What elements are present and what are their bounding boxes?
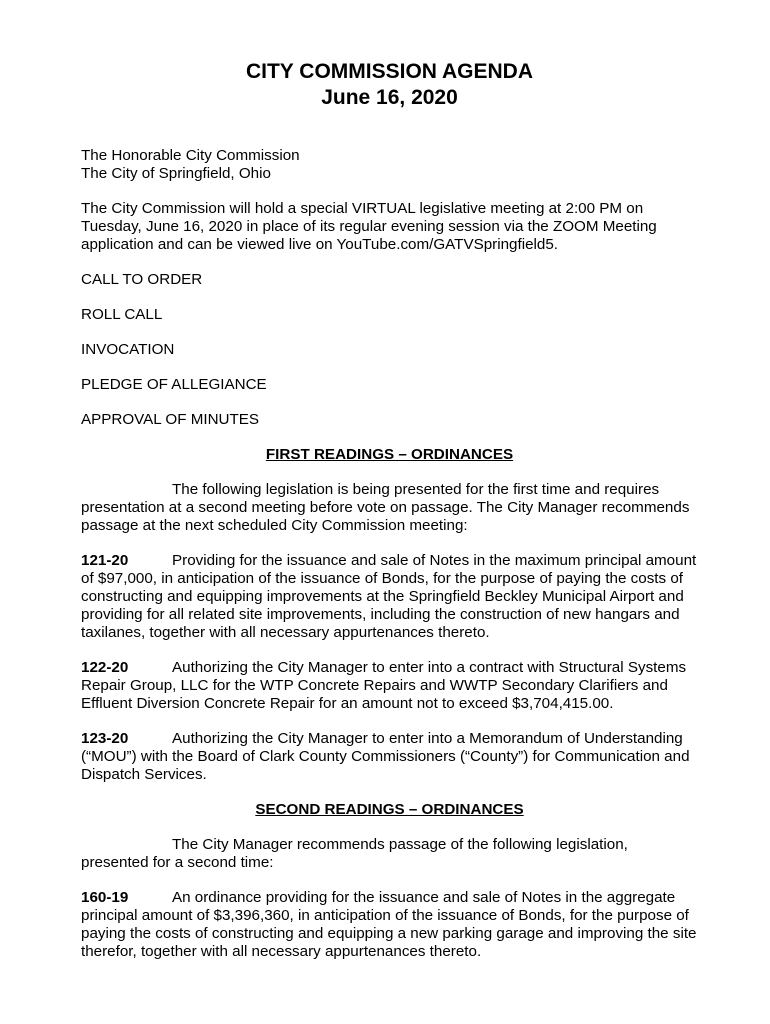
agenda-item-roll-call: ROLL CALL (81, 306, 163, 323)
agenda-item-pledge: PLEDGE OF ALLEGIANCE (81, 376, 267, 393)
ordinance-160-19 (81, 889, 698, 961)
meeting-notice: The City Commission will hold a special VIRTUAL legislative meeting at 2:00 PM on Tuesday, June 16, 2020 in place of its regular evening session via the ZOOM Meeting application and can be viewed live on YouTube.com/GATVSpringfield5. (81, 200, 657, 253)
ordinance-number: 121-20 (81, 552, 129, 569)
ordinance-number: 160-19 (81, 889, 129, 906)
first-readings-heading: FIRST READINGS – ORDINANCES (265, 446, 514, 463)
agenda-title: CITY COMMISSION AGENDA (245, 60, 534, 83)
ordinance-122-20 (81, 659, 698, 713)
addressee-line-1: The Honorable City Commission (81, 147, 300, 164)
ordinance-121-20 (81, 552, 698, 642)
addressee-block (81, 147, 698, 183)
ordinance-text: An ordinance providing for the issuance and sale of Notes in the aggregate principal amount of $3,396,360, in anticipation of the issuance of Bonds, for the purpose of paying the costs of constructing and equipping a new parking garage and improving the site therefor, together with all necessary appurtenances thereto. (81, 889, 697, 960)
agenda-item-call-to-order: CALL TO ORDER (81, 271, 203, 288)
page-title (81, 0, 698, 111)
addressee-line-2: The City of Springfield, Ohio (81, 165, 271, 182)
ordinance-number: 123-20 (81, 730, 129, 747)
second-readings-heading: SECOND READINGS – ORDINANCES (255, 801, 524, 818)
agenda-item-invocation: INVOCATION (81, 341, 175, 358)
first-readings-intro: The following legislation is being presented for the first time and requires presentation at a second meeting before vote on passage. The City Manager recommends passage at the next scheduled City Commission meeting: (81, 481, 690, 534)
second-readings-intro: The City Manager recommends passage of the following legislation, presented for a second time: (81, 836, 628, 871)
agenda-date: June 16, 2020 (321, 86, 458, 109)
ordinance-text: Providing for the issuance and sale of Notes in the maximum principal amount of $97,000, in anticipation of the issuance of Bonds, for the purpose of paying the costs of constructing and equipping improvements at the Springfield Beckley Municipal Airport and providing for all related site improvements, including the construction of new hangars and taxilanes, together with all necessary appurtenances thereto. (81, 552, 697, 641)
ordinance-number: 122-20 (81, 659, 129, 676)
ordinance-123-20 (81, 730, 698, 784)
agenda-item-approval-of-minutes: APPROVAL OF MINUTES (81, 411, 260, 428)
ordinance-text: Authorizing the City Manager to enter into a contract with Structural Systems Repair Group, LLC for the WTP Concrete Repairs and WWTP Secondary Clarifiers and Effluent Diversion Concrete Repair for an amount not to exceed $3,704,415.00. (81, 659, 687, 712)
ordinance-text: Authorizing the City Manager to enter into a Memorandum of Understanding (“MOU”) with the Board of Clark County Commissioners (“County”) for Communication and Dispatch Services. (81, 730, 690, 783)
